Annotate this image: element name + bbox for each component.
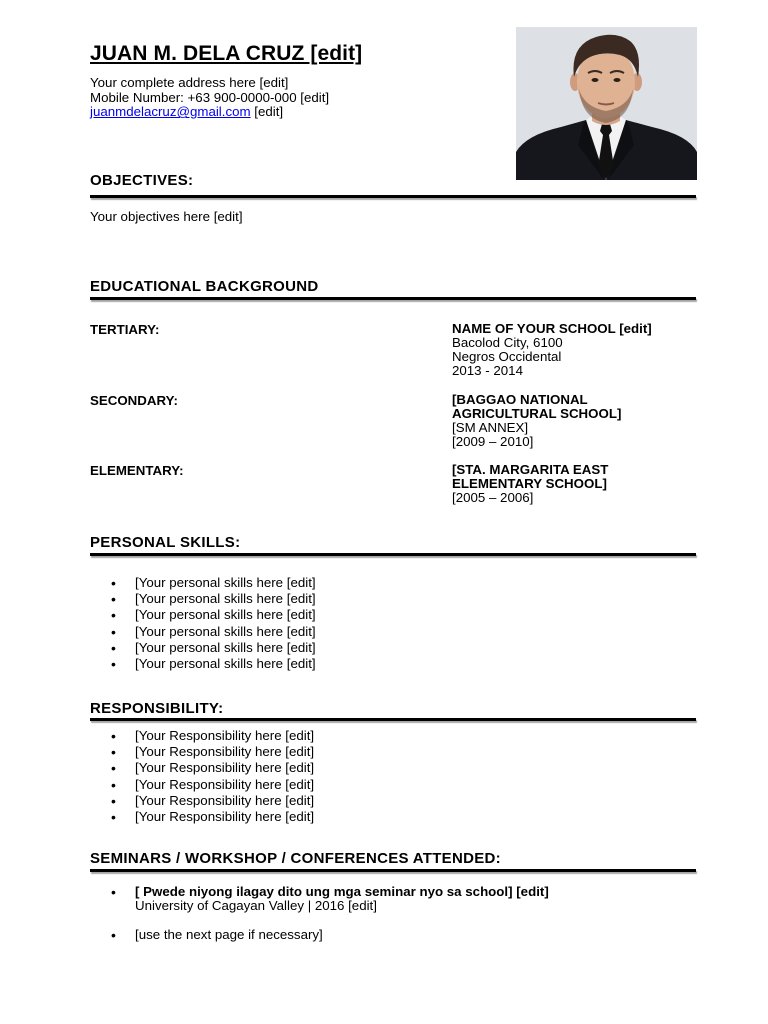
responsibility-item: • [Your Responsibility here [edit]	[90, 760, 314, 776]
mobile-line: Mobile Number: +63 900-0000-000 [edit]	[90, 89, 330, 105]
skill-item: • [Your personal skills here [edit]	[90, 640, 316, 656]
skill-item: • [Your personal skills here [edit]	[90, 624, 316, 640]
tertiary-province: Negros Occidental	[452, 349, 562, 364]
seminar-entry	[90, 885, 549, 913]
objectives-heading: OBJECTIVES:	[90, 172, 194, 189]
secondary-years: [2009 – 2010]	[452, 434, 534, 449]
responsibility-item: • [Your Responsibility here [edit]	[90, 728, 314, 744]
responsibility-item: • [Your Responsibility here [edit]	[90, 809, 314, 825]
objectives-divider	[90, 195, 696, 198]
seminar-note-entry	[90, 928, 323, 942]
secondary-school-line1: [BAGGAO NATIONAL	[452, 392, 588, 407]
portrait-icon	[516, 27, 697, 180]
skills-list	[90, 575, 316, 672]
education-divider	[90, 297, 696, 300]
seminars-divider	[90, 869, 696, 872]
tertiary-details	[452, 322, 652, 378]
skill-item: • [Your personal skills here [edit]	[90, 656, 316, 672]
seminar-note: • [use the next page if necessary]	[90, 928, 323, 942]
responsibility-item: • [Your Responsibility here [edit]	[90, 793, 314, 809]
secondary-school-line2: AGRICULTURAL SCHOOL]	[452, 406, 622, 421]
email-edit: [edit]	[250, 104, 284, 120]
applicant-name: JUAN M. DELA CRUZ [edit]	[90, 42, 363, 65]
portrait-photo	[516, 27, 697, 180]
responsibility-item: • [Your Responsibility here [edit]	[90, 744, 314, 760]
seminars-heading: SEMINARS / WORKSHOP / CONFERENCES ATTENDED:	[90, 850, 501, 867]
tertiary-label: TERTIARY:	[90, 322, 160, 337]
elementary-label: ELEMENTARY:	[90, 463, 184, 478]
email-link[interactable]: juanmdelacruz@gmail.com	[90, 104, 251, 120]
skills-heading: PERSONAL SKILLS:	[90, 534, 241, 551]
secondary-annex: [SM ANNEX]	[452, 420, 529, 435]
skill-item: • [Your personal skills here [edit]	[90, 575, 316, 591]
elementary-school-line2: ELEMENTARY SCHOOL]	[452, 476, 607, 491]
elementary-school-line1: [STA. MARGARITA EAST	[452, 462, 609, 477]
responsibility-item: • [Your Responsibility here [edit]	[90, 777, 314, 793]
responsibility-list	[90, 728, 314, 825]
tertiary-city: Bacolod City, 6100	[452, 335, 563, 350]
seminar-title: • [ Pwede niyong ilagay dito ung mga seminar nyo sa school] [edit]	[135, 884, 549, 899]
contact-info	[90, 76, 329, 120]
secondary-label: SECONDARY:	[90, 393, 178, 408]
skills-divider	[90, 553, 696, 556]
tertiary-school: NAME OF YOUR SCHOOL [edit]	[452, 321, 652, 336]
responsibility-heading: RESPONSIBILITY:	[90, 700, 224, 717]
education-heading: EDUCATIONAL BACKGROUND	[90, 278, 319, 295]
tertiary-years: 2013 - 2014	[452, 363, 523, 378]
seminar-item	[90, 885, 549, 913]
skill-item: • [Your personal skills here [edit]	[90, 607, 316, 623]
address-line: Your complete address here [edit]	[90, 75, 289, 90]
seminar-detail: University of Cagayan Valley | 2016 [edit]	[135, 898, 377, 913]
elementary-details	[452, 463, 608, 505]
skill-item: • [Your personal skills here [edit]	[90, 591, 316, 607]
secondary-details	[452, 393, 621, 449]
objectives-text: Your objectives here [edit]	[90, 209, 243, 224]
email-line	[90, 105, 329, 120]
responsibility-divider	[90, 718, 696, 721]
elementary-years: [2005 – 2006]	[452, 490, 534, 505]
